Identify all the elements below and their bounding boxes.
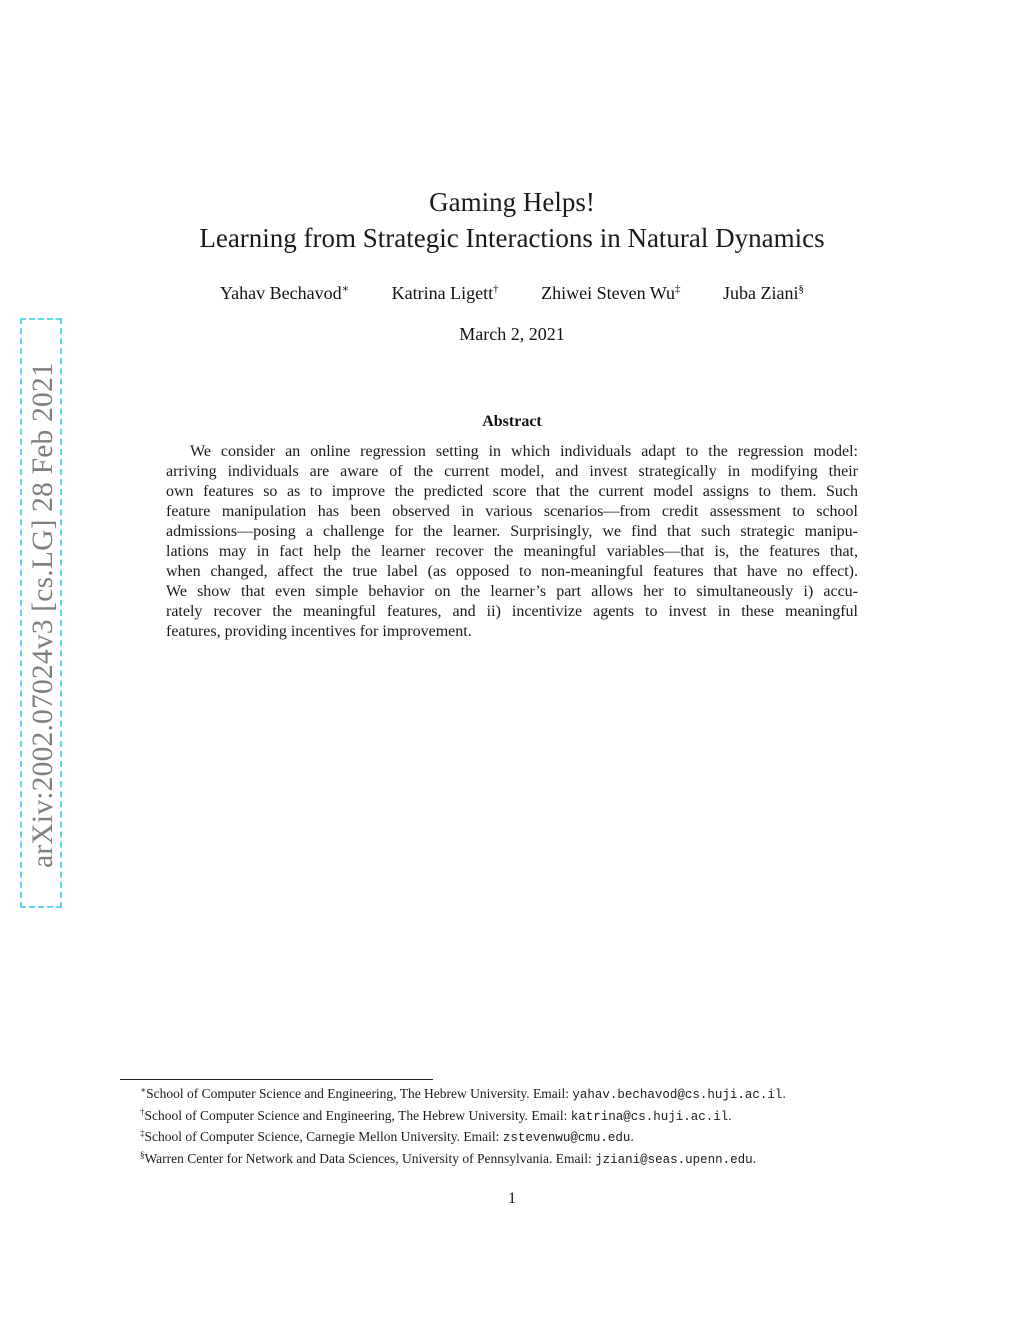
footnote-text: Warren Center for Network and Data Sciences, University of Pennsylvania. Email: — [144, 1150, 596, 1166]
footnote-end: . — [752, 1150, 757, 1166]
author-list — [0, 281, 1024, 305]
footnotes — [140, 1084, 940, 1170]
author-footnote-mark: ‡ — [675, 283, 681, 295]
abstract-line: arriving individuals are aware of the current model, and invest strategically in modifying their — [166, 463, 858, 480]
abstract-line: features, providing incentives for improvement. — [166, 623, 472, 640]
footnote-mark: § — [140, 1149, 145, 1160]
arxiv-stamp — [20, 318, 62, 908]
abstract-line: own features so as to improve the predicted score that the current model assigns to them. Such — [166, 483, 858, 500]
publication-date: March 2, 2021 — [459, 324, 565, 344]
author-footnote-mark: † — [493, 283, 499, 295]
footnote — [140, 1084, 940, 1106]
footnote-email[interactable]: zstevenwu@cmu.edu — [502, 1131, 631, 1145]
title-line-2: Learning from Strategic Interactions in Natural Dynamics — [199, 223, 825, 253]
footnote-email[interactable]: katrina@cs.huji.ac.il — [570, 1109, 729, 1124]
title-line-1: Gaming Helps! — [429, 187, 595, 217]
footnote-text: School of Computer Science, Carnegie Mellon University. Email: — [144, 1129, 503, 1144]
abstract-heading: Abstract — [482, 413, 542, 430]
abstract-line: We show that even simple behavior on the learner’s part allows her to simultaneously i) accu- — [166, 583, 858, 600]
author-footnote-mark: ∗ — [341, 283, 350, 295]
footnote-end: . — [728, 1107, 732, 1123]
abstract-line: feature manipulation has been observed in various scenarios—from credit assessment to school — [166, 503, 858, 520]
footnote-mark: ‡ — [140, 1128, 145, 1138]
abstract-line: when changed, affect the true label (as opposed to non-meaningful features that have no effect). — [166, 563, 858, 580]
footnote — [140, 1149, 940, 1171]
abstract-line: We consider an online regression setting in which individuals adapt to the regression model: — [190, 443, 858, 460]
arxiv-identifier: arXiv:2002.07024v3 [cs.LG] 28 Feb 2021 — [27, 362, 59, 868]
author-name: Zhiwei Steven Wu — [541, 283, 676, 303]
author-footnote-mark: § — [798, 283, 804, 295]
footnote-end: . — [782, 1086, 786, 1101]
paper-title — [0, 184, 1024, 256]
page-number: 1 — [508, 1190, 516, 1207]
author-name: Katrina Ligett — [391, 283, 494, 303]
footnote — [140, 1106, 940, 1128]
footnote-end: . — [630, 1129, 634, 1144]
footnote-mark: † — [140, 1106, 145, 1117]
author-name: Juba Ziani — [723, 283, 799, 303]
footnote-email[interactable]: yahav.bechavod@cs.huji.ac.il — [572, 1088, 783, 1102]
abstract-body — [166, 442, 858, 642]
abstract-line: rately recover the meaningful features, and ii) incentivize agents to invest in these meaningful — [166, 603, 858, 620]
author — [220, 281, 349, 305]
footnote-text: School of Computer Science and Engineering, The Hebrew University. Email: — [146, 1086, 573, 1101]
author-name: Yahav Bechavod — [219, 283, 342, 303]
abstract-line: admissions—posing a challenge for the learner. Surprisingly, we find that such strategic manipu- — [166, 523, 858, 540]
footnote-mark: ∗ — [140, 1085, 147, 1095]
footnote-text: School of Computer Science and Engineering, The Hebrew University. Email: — [144, 1107, 571, 1123]
footnote-divider — [120, 1079, 433, 1080]
abstract-line: lations may in fact help the learner recover the meaningful variables—that is, the features that, — [166, 543, 858, 560]
footnote-email[interactable]: jziani@seas.upenn.edu — [595, 1152, 753, 1167]
author — [392, 281, 499, 305]
author — [723, 281, 804, 305]
footnote — [140, 1127, 940, 1149]
author — [541, 281, 680, 305]
